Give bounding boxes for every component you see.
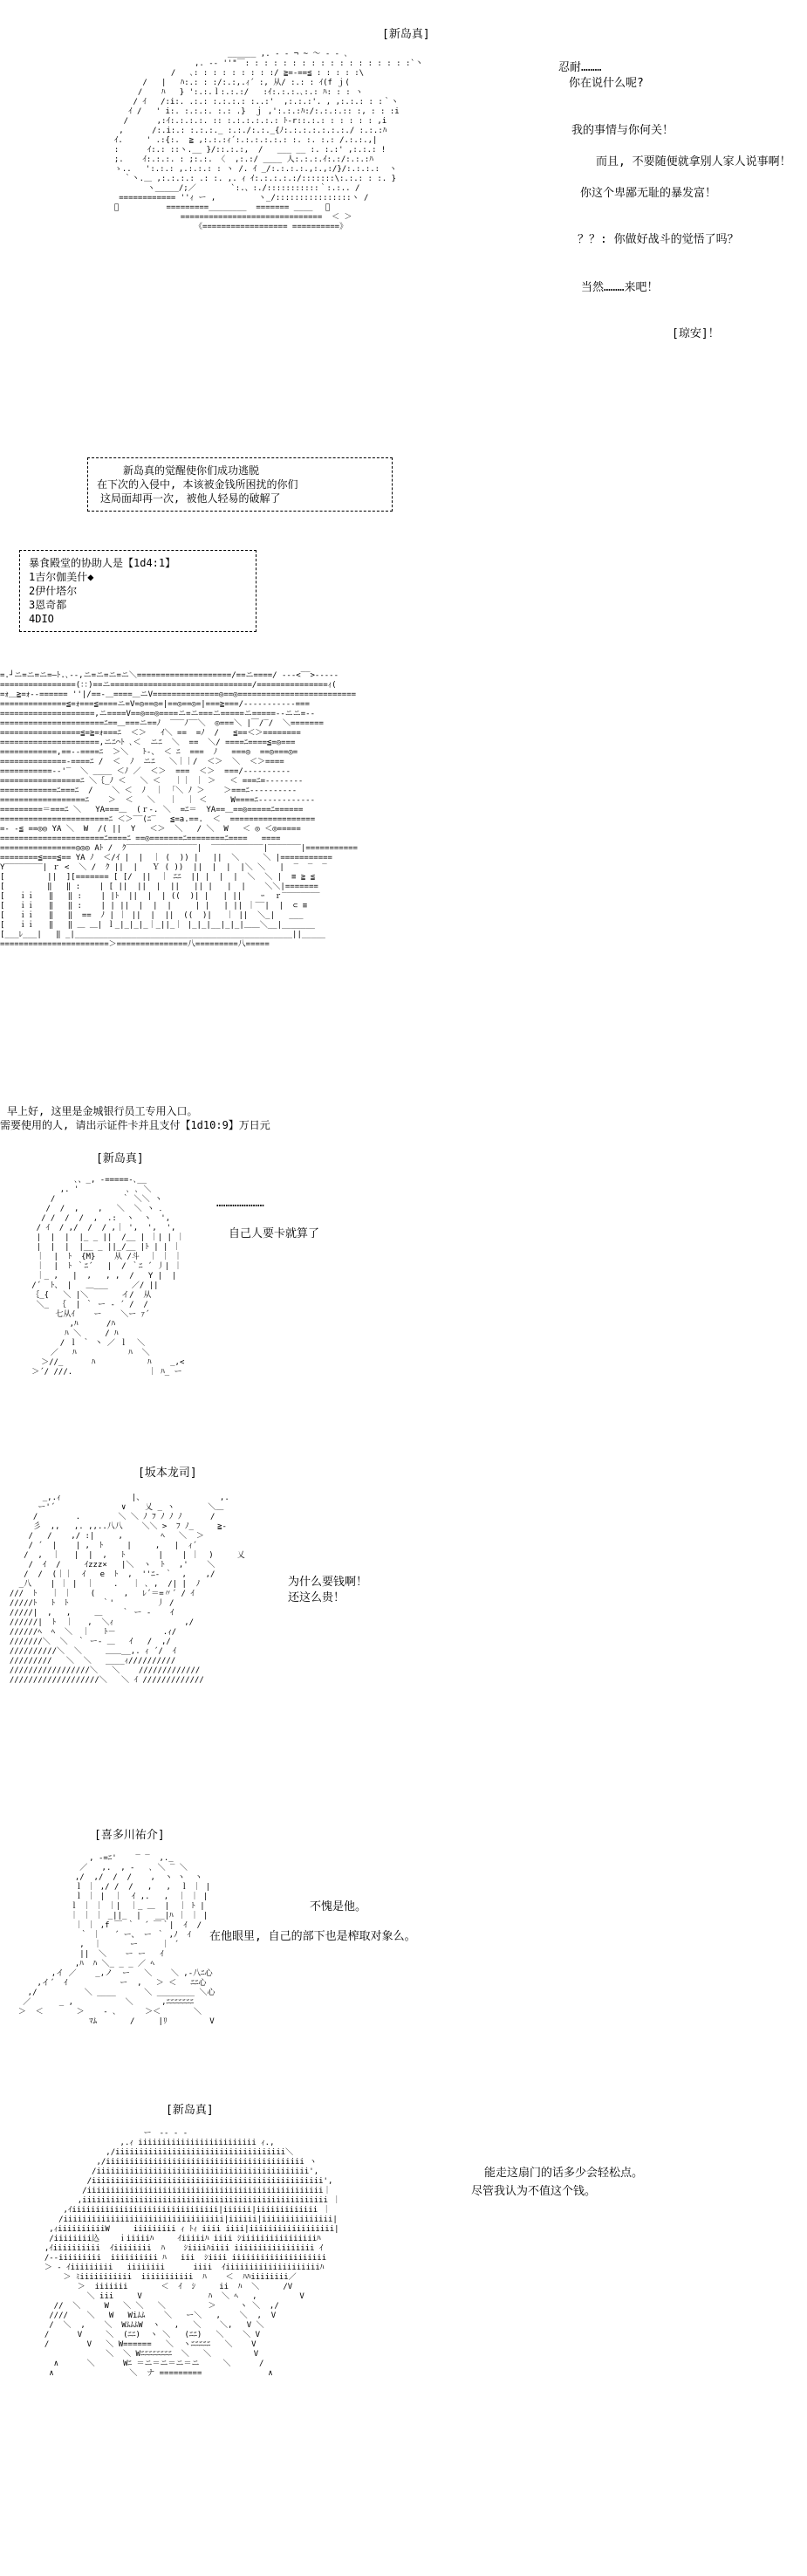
narration-box-escape <box>87 457 393 512</box>
dialogue-line: 我的事情与你何关！ <box>571 124 674 137</box>
panel-ryuji-complaint <box>0 1467 807 1798</box>
ascii-art-makoto-back: ー -‐ ‐ - ,.ｨ iiiiiiiiiiiiiiiiiiiiiiiii ｨ., ,/iiiiiiiiiiiiiiiiiiiiiiiiiiiiiiiiiiii＼ ,/iiiiiiiiiiiiiiiiiiiiiiiiiiiiiiiiiiiiiiiiii ヽ /iiiiiiiiiiiiiiiiiiiiiiiiiiiiiiiiiiiiiiiiiiiii', /iiiiiiiiiiiiiiiiiiiiiiiiiiiiiiiiiiiiiiiiiiiiiiiii', /iiiiiiiiiiiiiiiiiiiiiiiiiiiiiiiiiiiiiiiiiiiiiiiiii｜ ,iiiiiiiiiiiiiiiiiiiiiiiiiiiiiiiiiiiiiiiiiiiiiiiiiiii ｜ ,ｲiiiiiiiiiiiiiiiiiiiiiiiiiiiiiii|iiiiii|iiiiiiiiiiiii ｜ /iiiiiiiiiiiiiiiiiiiiiiiiiiiiiiiiii|iiiiii|iiiiiiiiiiiiiii| ,ｨiiiiiiiiiiW iiiiiiiii ｨ ﾄｨ iiii iiii|iiiiiiiiiiiiiiiiii| /iiiiiiii込 ｉiiiiiﾊ ｲiiiiiﾊ iiii ｼiiiiiiiiiiiiiiiiﾊ ,ｲiiiiiiiiii ｲiiiiiiii ﾊ ｼiiiiﾊiiii iiiiiiiiiiiiiiiii ｲ /-‐iiiiiiiii iiiiiiiiii ﾊ iii ｼiiii iiiiiiiiiiiiiiiiiiii ＞ ‐ ｲiiiiiiiii iiiiiiii iiii ｲiiiiiiiiiiiiiiiiiiiiﾊ ＞ ﾐiiiiiiiiiii iiiiiiiiiii ﾊ ＜ ﾊﾊiiiiiiii／ ＞ iiiiiii ＜ ｲ ｼ ii ﾊ ＼ /V ＼ iii V ﾊ ＼ ﾍ , V // ＼ W ＼ ＼ ＼ ＞ ヽ ＼ ,/ //// ＼ W Wiﾑﾑ ＼ ー＼ , ＼ , V / ＼ , ＼ WﾑﾑﾑW ヽ , ＼ ＼, V ＼ / V ＼ (ﾆﾆ) ヽ ＼ (ﾆﾆ) ＼ ＼ V / V ＼ W====== ＼ ヽﾆﾆﾆﾆﾆ ＼ V ＼ ＼ Wﾆﾆﾆﾆﾆﾆﾆﾆ ＼ ＼ V ∧ ＼ Wﾆ ＝ニ＝ニ＝ニ＝ニ ＼ / ∧ ＼ ナ ========= ∧ <box>44 2129 341 2378</box>
ascii-art-yusuke: , -=ﾆ' ‾ ‾ ,._ ／ ,. , - ､ ＼ ‾ ＼ ,/ ,/ / / , ヽ ヽ ヽ ｌ ｜ ,/ / / , , ｌ ｜ | ｌ ｜ | ｜ ｲ ,. , ｜ ｜ | ｌ ｜ ｜ ｜| ｜_ ＿ | ｜ ﾄ | ｜ ｜ ｜ _||_ | __|ﾊ ｜ ｜ | ｜ ｜ ,f ￣ ｀ ´ ￣｀| ｲ / ｀ ｜ ´ ー、 ー ｀ ,ﾉ ｲ , ｜ ー ｜ ´ || ＼ ー ー ｲ ,ﾊ ﾊ ＼_ _ _ ／ ﾍ ,イ ／ _,ノ ー ＼ ＼ ,-八ﾆ心 ,イ´ ｲ ー , ＞ ＜ ﾆﾆ心 ,/ ＼ ____ ＼ ________ ＼心 ／ _ , ＼ ,ﾆﾆﾆﾆﾆﾆﾆ ＞ ＜ ＞ ‐ ､ ＞＜ ＼ ﾏﾑ / |ﾘ V <box>17 1854 215 2026</box>
dice-option: 4DIO <box>29 613 54 625</box>
ascii-art-makoto: ､、_, -=====-､__ ,. ' ､ ､ ＼ / ｀ ＼＼ ヽ / / , , ＼ ＼ ヽ ． / / / / , .: ヽ ヽ ', / ｲ / ,/ / / ,｜ ', ', ', | | | |_ _ || /__ | ｜| | ｜ | | | |__ _ ||_/__ |ﾄ | | ｜ ｜ | ﾄ {M} 从 /斗 ｜ ｜ ｜ ｜ | ﾄ ｀ﾆ´ | / ｀ﾆ ´ 丿| ｜ ｜_ , | , , , / Y | | /´ ﾄ、 | ＿___ ／/ || ｛_{ ＼ |＼ イ/ 从 ＼_ ｛ | ｀ ー ‐ ´ / / 七从ｲ ー ＼ー ｧ´ ,ﾊ /ﾊ ﾊ ＼ / ﾊ / ｌ ｀ 丶 ／ ｌ ＼ ／ ﾊ ﾊ ＼ ＞//_ ﾊ ﾊ _,< ＞´/ ///. ｜ ﾊ_ ー <box>31 1176 185 1377</box>
ascii-art-makoto-persona: ______ ,. - ‐ ¬ ~ ～ ‐ - ､ ,. -‐ ''"￣: : : : : : : : : : : : : : : : : :`丶 / ､: : : : : : : : :/ ≧=‐==≦ : : : : :\ / | ﾊ:.: : :/:.:,.ｨ´ :, 从/ :.: : ｲ(f ｊ( / ﾊ } ':.:.ｌ:.:.:/ :ｲ:.:.:.､:.: ﾊ: : : ヽ / ｲ /:i:. .:.: :.:.:.: :..:' ,:.:.:'. , ,:.:.: : :｀ヽ ｲ / ' i:. :.:.:. :.: .} ｊ ,':.:.:ﾊ:/:.:.:.:: :, : : :i / ,:ｲ:.:.:.:. :: :.:.:.:.:.: ﾄ-r::.:.: : : : : : ,i , /:.i:.: :.:.:._ :.:./:.:._{ﾉ:.:.:.:.:.:.:./ :.:.:ﾊ ｲ. ' .:{:. ≧ ,:.:.:ｨ´:.:.:.:.:.: :. :. :.: /.:.:.,| : ｲ:.: ::ヽ.__ }/::.:.:, / ___ __ :. :.:' ,:.:.: ! ;. ｲ:.:.:. : ;:.:. 〈 ,:.:/ ____ 人:.:.:.ｲ:.:/:.:.:ﾊ ゝ.. ':.:.: ,.:.:.: : ヽ /. ｲ _/:.:.:.:.,:.,:/}/:.:.:.: ヽ ｀丶.＿ ,:.:.:.: .: :. ,. ｨ ｲ:.:.:.:.:/:::::::\:.:.: : :. } ヽ_____/;／ `:.、:./:::::::::::｀:.:.. / ============ ''ｨ ー , ヽ_/::::::::::::::::ヽ / ゙ =========________ ======= ____ ＿ ============================== ＜ ＞ 《================== ==========》 <box>109 50 423 231</box>
panel-makoto-card <box>0 1152 807 1458</box>
speaker-name: [坂本龙司] <box>138 1467 197 1480</box>
dice-title: 暴食殿堂的协助人是【1d4:1】 <box>29 557 176 569</box>
ellipsis: ………………… <box>216 1197 264 1210</box>
dialogue-line: [琼安]！ <box>672 327 720 340</box>
dialogue-line: 能走这扇门的话多少会轻松点。 <box>484 2167 644 2180</box>
dialogue-line: 尽管我认为不值这个钱。 <box>471 2185 597 2198</box>
dialogue-line: 你这个卑鄙无耻的暴发富！ <box>580 187 717 200</box>
box-line: 在下次的入侵中, 本该被金钱所困扰的你们 <box>97 478 298 491</box>
panel-makoto-door <box>0 2104 807 2576</box>
panel-bank-gate <box>0 663 807 1148</box>
dice-option: 3恩奇都 <box>29 599 67 611</box>
dialogue-line: 而且, 不要随便就拿别人家人说事啊！ <box>596 155 791 168</box>
speaker-name: [新岛真] <box>96 1152 144 1165</box>
dialogue-line: 在他眼里, 自己的部下也是榨取对象么。 <box>209 1930 416 1943</box>
dialogue-line: ？？: 你做好战斗的觉悟了吗？ <box>578 233 739 246</box>
dice-option: 2伊什塔尔 <box>29 585 78 597</box>
ascii-art-ryuji: _,.ｨ |、 ,. ー'´ ∨ 乂 _ ヽ ＼＿ / . ＼ ＼ ﾉ ﾌ ﾉ ﾉ ﾉ / 彡 ,, ,. ,,..八八 ＼＼ > ﾌ ﾉ_ ≧- / / ,/ :| , ﾍ ＼ ＞ / ´ | | , ﾄ | , | ｨ´ / , ｜ | | , ﾄ | | ｜ ) 乂 / ｲ / ｲzzz× |＼ ヽ ﾄ ,' ＼ / / (｜｜ ｲ e ﾄ , ''ﾆ‐ ｀ , ,/ _八 | ｜ | ｜ . ｜ ､ , /| | ﾉ /// ﾄ ｜ ｜ ( , ﾚ´＝=〃´ / ｲ /////ﾄ ﾄ ﾄ ｀' 丿 / /////| , , ＿ ｀ ー - ｲ //////| ﾄ ｜ , ＼ｨ ,/ //////ﾍ ﾍ ＼ ｜ ﾄ－ .ｨ/ ///////＼ ＼ ｀ ー- ＿ ｲ / ,/ //////////＼ ＼ ＿＿__,. ｨ ´/ ｲ ///////// ＼ ＼ ____ｨ////////// /////////////////＼ ＼ ///////////// ///////////////////＼ ＼ ｲ ///////////// <box>9 1494 245 1685</box>
dialogue-line: 当然………来吧！ <box>581 281 659 294</box>
speaker-name: [喜多川祐介] <box>94 1829 165 1842</box>
dialogue-line: 为什么要钱啊！ <box>288 1576 368 1589</box>
panel-makoto-confrontation <box>0 0 807 402</box>
ascii-art-bank-entrance: =.┘ニ=ニ=ニ=―ﾄ.､-‐,ニ=ニ=ニ=ニ＼====================/==ニ====/ ---<‾‾>----- ================(：：)==ニ==============================/===============ｨ( =ｫ＿≧=ｫ--====== ''|/==-＿====＿ニV==============◎==◎========================= ==============≦=ｫ===≦====ニ=V=◎==◎=|==◎==◎=|===≧===/--------‐-‐=== ====================,ニ====V==◎==◎====ニ=ニ===ニ=====ニ=====-‐ニニ=‐- ======================ﾆ==＿===ニ==ﾉ ‾‾‾ﾉ‾‾＼ ◎===＼ |￣/‾/ ＼======= =================≦=≧=ｫ===ﾆ ＜＞ ｲ＼ == =ﾉ / ≦==＜＞======== =====================,ニﾆ⌒ﾄ ､＜ ニﾆ ＼ == ＼/ ====ﾆ====≦=◎=== ============,==--====ﾆ ＞＼ ﾄ-、 ＜ ﾆ === ﾉ ===◎ ==◎===◎= ==============‐====ﾆ / ＜ ﾉ ニﾆ ＼｜｜/ ＜＞ ＼ ＜＞==== ===========--'‾ ＼ ____ ＜ﾉ ／ ＜＞ === ＜＞ ===/---------- =================ﾆ ＼｛_ﾉ ＜ ＼ ＜ ｜｜ ｜ ＞ ＜ ===ﾆ=-------- ============ﾆ===ﾆ / ＼ ＜ ﾉ ｜ 「＼ ﾉ ＞ ＞===ﾆ---------- ==================ﾆ ＞ ＜ ＼ ｜ ｜ ＜ W====ﾆ------------ =========＝===ﾆ ＼ YA===＿ (ｒ-. ＼ =ﾆ＝ YA==＿==◎=====ﾆ====== =======================ﾆ ＜＞‾‾(ﾆ‾ ≦=a.==. ＜ ================== =- -≦ ==◎◎ YA ＼ W /( || Y ＜＞ ＼ / ＼ W ＜ ◎ ＜◎===== ======================ﾆ====ﾆ ==◎=======ﾆ========ﾆ==== ==== ================◎◎◎ Aﾄ / ｸ‾‾‾‾‾‾‾‾‾‾‾‾‾‾‾| ‾‾‾‾‾‾‾‾‾‾‾|‾‾‾‾‾‾‾|=========== ========≦===≦== YA ﾉ ＜/ｲ | | ｜ ( )) | || ＼ ＼ |=========== Y‾‾‾‾‾‾‾‾| ｒ < ＼ / ｸ || | Ｙ ( )) || | | |＼ ＼ | ‾ ‾ ‾ [ || ][======= [ [/ || ｜ ﾆﾆ || | | | ＼ ＼ | ≡ ≧ ≦ [ ‖ ‖ : | [ || || | || || | | | ＼＼|======= [ ｉｉ ‖ ‖ : | |ﾄ || | | (( )| | | || ｰ ｒ‾‾‾‾‾‾‾‾ [ ｉｉ ‖ ‖ : | | || | | | | | | || ｜‾‾| | ⊂ ≡ [ ｉｉ ‖ ‖ == ﾉ | ｜ || | || (( )| ｜ || ＼_| ___ [ ｉｉ ‖ ‖ ＿ ＿| ｌ_|_|_|_｜_||_｜ |_|_|__|_|_|＿＿＼__|_______ [___ﾚ___| ‖ _|______________________________________________||_____ =======================＞===============八=========八===== <box>0 671 358 949</box>
box-line: 新岛真的觉醒使你们成功逃脱 <box>123 464 260 477</box>
dialogue-line: 你在说什么呢? <box>569 77 644 90</box>
panel-yusuke-remark <box>0 1829 807 2091</box>
speaker-name: [新岛真] <box>382 28 430 41</box>
narration-line: 早上好, 这里是金城银行员工专用入口。 <box>7 1105 198 1117</box>
dialogue-line: 自己人要卡就算了 <box>229 1227 320 1240</box>
dialogue-line: 忍耐……… <box>558 61 602 74</box>
speaker-name: [新岛真] <box>166 2104 214 2117</box>
dialogue-line: 不愧是他。 <box>310 1900 367 1913</box>
narration-line: 需要使用的人, 请出示证件卡并且支付【1d10:9】万日元 <box>0 1119 270 1131</box>
dialogue-line: 还这么贵！ <box>288 1591 345 1604</box>
box-line: 这局面却再一次, 被他人轻易的破解了 <box>100 492 281 505</box>
dice-roll-box <box>19 550 256 632</box>
dice-option: 1吉尔伽美什◆ <box>29 571 94 583</box>
